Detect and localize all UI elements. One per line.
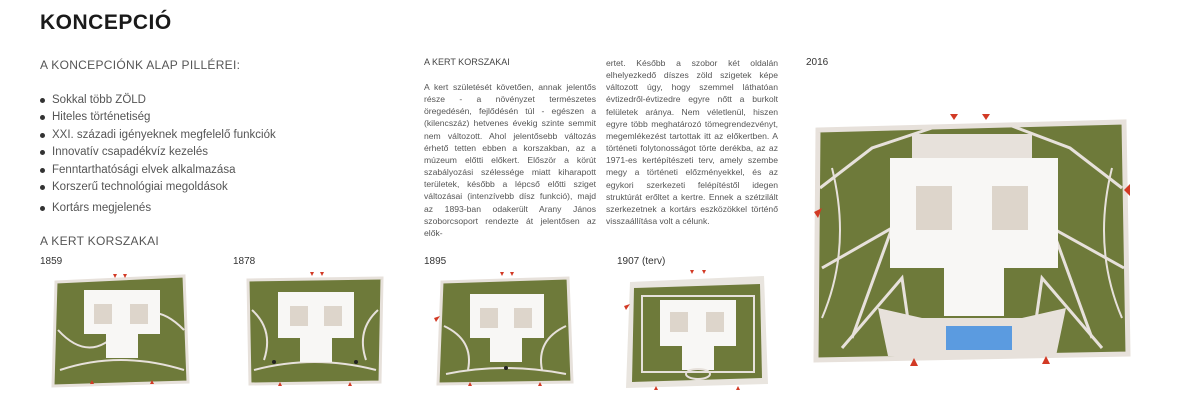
pillar-item: Sokkal több ZÖLD bbox=[40, 92, 276, 109]
pillar-item: Kortárs megjelenés bbox=[40, 200, 276, 217]
plan-year-1859: 1859 bbox=[40, 256, 63, 267]
garden-plan-1878 bbox=[244, 270, 386, 390]
pillar-item: Korszerű technológiai megoldások bbox=[40, 179, 276, 196]
garden-plan-1859 bbox=[50, 270, 192, 390]
pillar-item: Hiteles történetiség bbox=[40, 109, 276, 126]
eras-heading: A KERT KORSZAKAI bbox=[40, 234, 160, 248]
plan-year-1907: 1907 (terv) bbox=[617, 256, 666, 267]
plan-year-1895: 1895 bbox=[424, 256, 447, 267]
history-column-1: A kert születését követően, annak jelentős része - a növényzet természetes öregedésén, fejlődésén túl - egészen a (kilencszáz) hetvenes évekig szinte semmit nem változott. Ahol jelentősebb változás érhető tetten ebben a korszakban, az a múzeum előtti előkert. Először a körút szabályozási szélessége miatt kiharapott területek, később a lépcső előtti sziget változásai (intenzívebb dísz funkció), majd az 1893-ban odakerült Arany János szoborcsoport rendezte át jelentősen az elők- bbox=[424, 82, 596, 238]
history-column-2: ertet. Később a szobor két oldalán elhelyezkedő díszes zöld szigetek képe változott úgy, hogy szemmel láthatóan évtizedről-évtizedre egyre nőtt a burkolt felületek aránya. Nem véletlenül, hiszen egyre több meghatározó tömegrendezvényt, megemlékezést tartottak itt az előkertben. A történeti folytonosságot törte derékba, az az 1971-es kertépítészeti terv, amely szembe megy a történeti előzményekkel, és az egykori szerkezeti felépítéstől idegen struktúrát erőltet a kertre. Ennek a szétzilált szerkezetnek a kortárs eszközökkel történő visszaállítása volt a célunk. bbox=[606, 58, 778, 227]
pillar-item: Fenntarthatósági elvek alkalmazása bbox=[40, 162, 276, 179]
garden-plan-1907 bbox=[624, 266, 772, 392]
pillars-heading: A KONCEPCIÓNK ALAP PILLÉREI: bbox=[40, 58, 241, 72]
pillars-list bbox=[40, 92, 276, 218]
page-title: KONCEPCIÓ bbox=[40, 11, 172, 34]
history-title: A KERT KORSZAKAI bbox=[424, 57, 510, 67]
garden-plan-1895 bbox=[434, 270, 576, 390]
pillar-item: Innovatív csapadékvíz kezelés bbox=[40, 144, 276, 161]
plan-year-2016: 2016 bbox=[806, 57, 829, 68]
plan-year-1878: 1878 bbox=[233, 256, 256, 267]
pillar-item: XXI. századi igényeknek megfelelő funkciók bbox=[40, 127, 276, 144]
garden-plan-2016 bbox=[812, 108, 1132, 370]
